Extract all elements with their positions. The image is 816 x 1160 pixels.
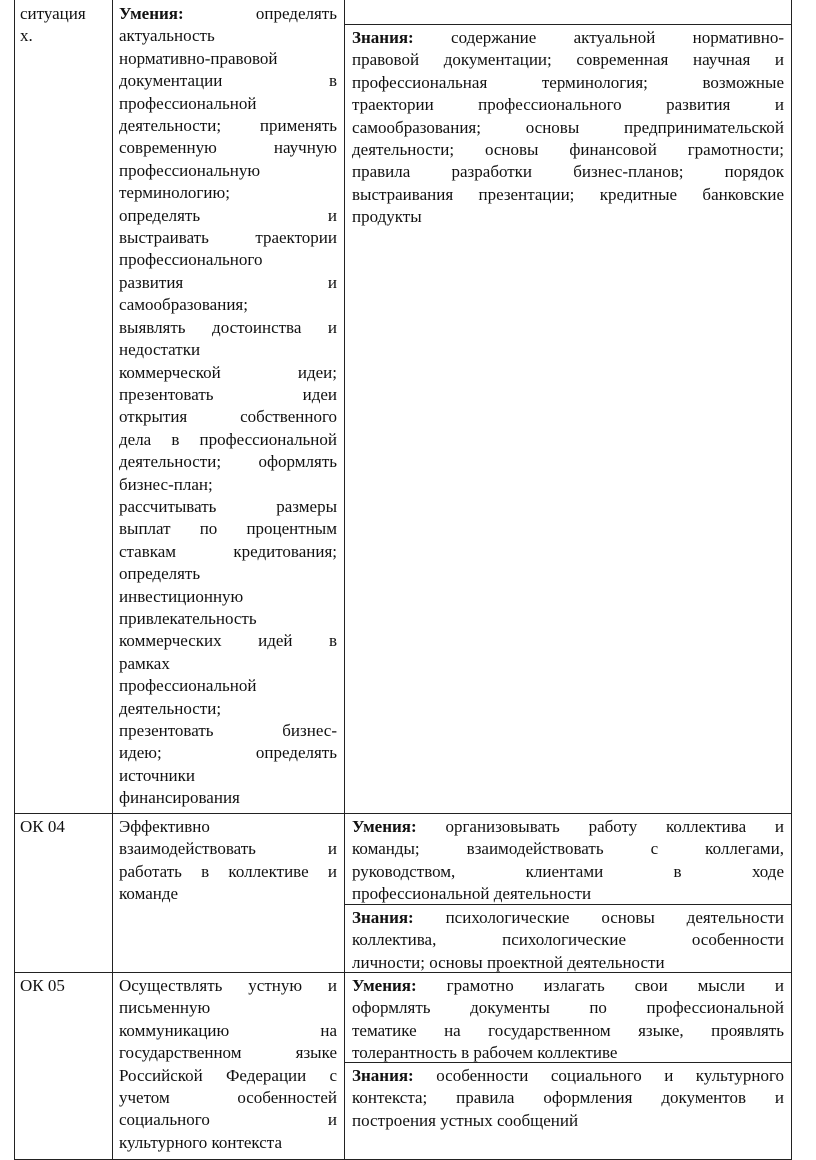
competence-cell-ok05	[119, 975, 337, 1154]
skills-line: определять и	[119, 205, 337, 225]
skills-line: деятельности; применять	[119, 116, 337, 136]
skills-line: выстраивать траектории	[119, 228, 337, 248]
knowledge-line: личности; основы проектной деятельности	[352, 952, 665, 972]
knowledge-text: особенности социального и культурного	[436, 1066, 785, 1085]
knowledge-text: содержание актуальной нормативно-	[451, 28, 785, 47]
skills-line: недостатки	[119, 340, 201, 360]
skills-line: нормативно-правовой	[119, 48, 278, 68]
competence-line: социального и	[119, 1110, 337, 1130]
skills-line: профессиональной	[119, 93, 257, 113]
skills-line: команды; взаимодействовать с коллегами,	[352, 839, 784, 859]
skills-line: бизнес-план;	[119, 474, 213, 494]
skills-line: рассчитывать размеры	[119, 496, 337, 516]
competence-cell-ok04	[119, 816, 337, 906]
knowledge-cell-ok04	[352, 907, 784, 974]
knowledge-label: Знания:	[352, 1066, 414, 1085]
skills-line: выявлять достоинства и	[119, 317, 337, 337]
skills-line: тематике на государственном языке, проявлять	[352, 1020, 784, 1040]
skills-line: коммерческих идей в	[119, 631, 337, 651]
skills-line: терминологию;	[119, 183, 230, 203]
knowledge-line: деятельности; основы финансовой грамотности;	[352, 140, 784, 160]
competence-line: взаимодействовать и	[119, 839, 337, 859]
skills-line: развития и	[119, 272, 337, 292]
skills-line: презентовать идеи	[119, 384, 337, 404]
row-divider-top-right	[344, 24, 792, 25]
skills-text: грамотно излагать свои мысли и	[446, 976, 785, 995]
column-divider-1	[112, 0, 113, 1160]
skills-cell-situation	[119, 3, 337, 810]
competence-line: Эффективно	[119, 817, 210, 836]
skills-line: финансирования	[119, 788, 240, 808]
competence-code: ОК 05	[20, 976, 65, 995]
skills-line: самообразования;	[119, 295, 248, 315]
skills-line: деятельности; оформлять	[119, 452, 337, 472]
knowledge-line: выстраивания презентации; кредитные банковские	[352, 184, 784, 204]
skills-line: деятельности;	[119, 698, 222, 718]
competence-line: коммуникацию на	[119, 1020, 337, 1040]
skills-line: современную научную	[119, 138, 337, 158]
skills-cell-ok04	[352, 816, 784, 906]
skills-line: рамках	[119, 653, 170, 673]
code-cell-situation	[20, 3, 108, 48]
skills-line: презентовать бизнес-	[119, 721, 337, 740]
competence-line: команде	[119, 884, 179, 904]
competence-line: Осуществлять устную и	[119, 976, 337, 995]
skills-line: профессиональной деятельности	[352, 884, 592, 904]
code-line: х.	[20, 26, 33, 46]
competence-line: учетом особенностей	[119, 1088, 337, 1108]
skills-line: профессионального	[119, 250, 263, 270]
competence-line: государственном языке	[119, 1043, 337, 1063]
code-cell-ok05	[20, 975, 108, 997]
table-border-left	[14, 0, 15, 1160]
knowledge-label: Знания:	[352, 908, 414, 927]
knowledge-text: психологические основы деятельности	[445, 908, 784, 927]
knowledge-line: траектории профессионального развития и	[352, 95, 784, 115]
skills-line: определять	[119, 564, 201, 584]
knowledge-line: правовой документации; современная научная и	[352, 50, 784, 70]
skills-label: Умения:	[119, 4, 184, 23]
knowledge-cell-situation	[352, 27, 784, 229]
code-cell-ok04	[20, 816, 108, 838]
knowledge-line: правила разработки бизнес-планов; порядок	[352, 162, 784, 182]
knowledge-cell-ok05	[352, 1065, 784, 1132]
knowledge-line: профессиональная терминология; возможные	[352, 72, 784, 92]
table-border-right	[791, 0, 792, 1160]
skills-line: инвестиционную	[119, 586, 244, 606]
knowledge-line: продукты	[352, 207, 422, 227]
skills-line: дела в профессиональной	[119, 429, 337, 449]
column-divider-2	[344, 0, 345, 1160]
skills-line: коммерческой идеи;	[119, 362, 337, 382]
skills-line: профессиональной	[119, 676, 257, 696]
skills-line: профессиональную	[119, 160, 261, 180]
competence-line: работать в коллективе и	[119, 861, 337, 881]
knowledge-line: контекста; правила оформления документов и	[352, 1088, 784, 1108]
skills-cell-ok05	[352, 975, 784, 1065]
skills-label: Умения:	[352, 817, 417, 836]
skills-line: привлекательность	[119, 608, 257, 628]
competence-line: культурного контекста	[119, 1132, 282, 1152]
knowledge-line: коллектива, психологические особенности	[352, 930, 784, 950]
skills-line: идею; определять	[119, 743, 337, 763]
skills-text: организовывать работу коллектива и	[445, 817, 784, 836]
skills-line: толерантность в рабочем коллективе	[352, 1043, 618, 1063]
skills-text: определять	[255, 4, 337, 23]
knowledge-line: самообразования; основы предпринимательской	[352, 117, 784, 137]
skills-line: открытия собственного	[119, 407, 337, 427]
competence-code: ОК 04	[20, 817, 65, 836]
skills-line: документации в	[119, 71, 337, 91]
skills-line: оформлять документы по профессиональной	[352, 998, 784, 1018]
skills-line: руководством, клиентами в ходе	[352, 861, 784, 881]
skills-label: Умения:	[352, 976, 417, 995]
skills-line: ставкам кредитования;	[119, 541, 337, 561]
skills-line: источники	[119, 765, 196, 785]
knowledge-line: построения устных сообщений	[352, 1110, 579, 1130]
code-line: ситуация	[20, 4, 86, 23]
competence-line: Российской Федерации с	[119, 1065, 337, 1085]
knowledge-label: Знания:	[352, 28, 414, 47]
skills-line: актуальность	[119, 26, 215, 46]
row-divider-ok04	[14, 813, 792, 814]
skills-line: выплат по процентным	[119, 519, 337, 539]
competence-line: письменную	[119, 998, 211, 1018]
